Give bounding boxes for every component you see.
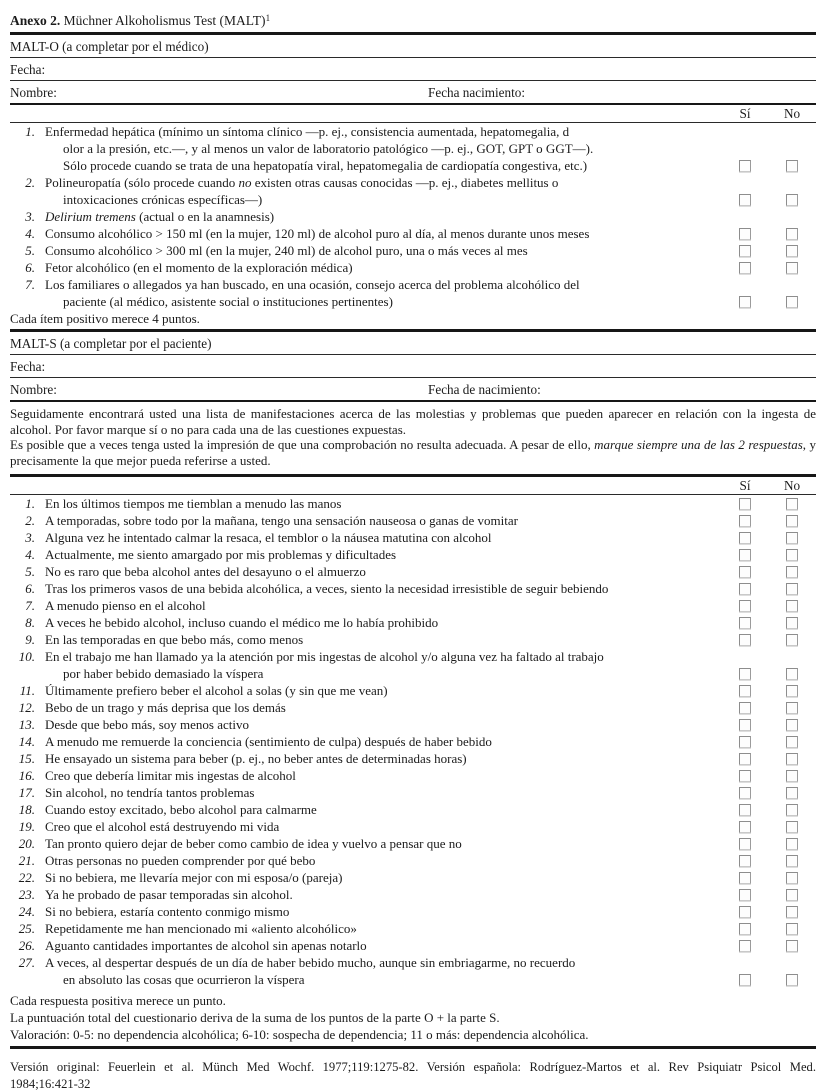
si-column-header: Sí bbox=[739, 106, 751, 121]
checkbox-si[interactable] bbox=[739, 804, 751, 816]
questionnaire-item bbox=[10, 597, 816, 614]
checkbox-no[interactable] bbox=[786, 872, 798, 884]
checkbox-si[interactable] bbox=[739, 228, 751, 240]
checkbox-si[interactable] bbox=[739, 821, 751, 833]
fecha-de-nacimiento-field[interactable] bbox=[565, 380, 816, 398]
checkbox-no[interactable] bbox=[786, 583, 798, 595]
questionnaire-item bbox=[10, 750, 816, 767]
item-number: 3. bbox=[25, 209, 35, 224]
item-text: Polineuropatía (sólo procede cuando no existen otras causas conocidas —p. ej., diabetes mellitus o intoxicaciones crónicas específicas—) bbox=[45, 175, 559, 207]
item-text: A menudo me remuerde la conciencia (sentimiento de culpa) después de haber bebido bbox=[45, 733, 492, 749]
item-number: 4. bbox=[25, 226, 35, 241]
item-text: Creo que debería limitar mis ingestas de alcohol bbox=[45, 767, 296, 783]
item-text: Consumo alcohólico > 150 ml (en la mujer, 120 ml) de alcohol puro al día, al menos durante unos meses bbox=[45, 226, 590, 241]
title-annex-label: Anexo 2. bbox=[10, 13, 61, 28]
item-number: 12. bbox=[18, 699, 35, 715]
questionnaire-item bbox=[10, 495, 816, 512]
item-number: 2. bbox=[25, 175, 35, 190]
fecha-field[interactable] bbox=[65, 60, 816, 78]
checkbox-no[interactable] bbox=[786, 160, 798, 172]
item-number: 6. bbox=[25, 260, 35, 275]
item-text: Aguanto cantidades importantes de alcohol sin apenas notarlo bbox=[45, 937, 367, 953]
checkbox-no[interactable] bbox=[786, 617, 798, 629]
item-number: 5. bbox=[25, 563, 35, 579]
questionnaire-item bbox=[10, 614, 816, 631]
checkbox-si[interactable] bbox=[739, 872, 751, 884]
questionnaire-item bbox=[10, 784, 816, 801]
checkbox-si[interactable] bbox=[739, 974, 751, 986]
checkbox-si[interactable] bbox=[739, 634, 751, 646]
checkbox-no[interactable] bbox=[786, 532, 798, 544]
questionnaire-item bbox=[10, 208, 816, 225]
item-number: 14. bbox=[18, 733, 35, 749]
scoring-line: La puntuación total del cuestionario deriva de la suma de los puntos de la parte O + la parte S. bbox=[10, 1009, 500, 1025]
questionnaire-item bbox=[10, 886, 816, 903]
item-number: 24. bbox=[18, 903, 35, 919]
checkbox-no[interactable] bbox=[786, 821, 798, 833]
checkbox-no[interactable] bbox=[786, 194, 798, 206]
fecha-nacimiento-label: Fecha nacimiento: bbox=[428, 84, 526, 100]
item-text: Si no bebiera, me llevaría mejor con mi esposa/o (pareja) bbox=[45, 869, 343, 885]
checkbox-no[interactable] bbox=[786, 668, 798, 680]
item-number: 27. bbox=[18, 954, 35, 970]
item-number: 17. bbox=[18, 784, 35, 800]
item-number: 5. bbox=[25, 243, 35, 258]
checkbox-no[interactable] bbox=[786, 889, 798, 901]
checkbox-no[interactable] bbox=[786, 719, 798, 731]
checkbox-si[interactable] bbox=[739, 702, 751, 714]
questionnaire-item bbox=[10, 937, 816, 954]
checkbox-si[interactable] bbox=[739, 245, 751, 257]
item-text: Consumo alcohólico > 300 ml (en la mujer, 240 ml) de alcohol puro, una o más veces al mes bbox=[45, 243, 528, 258]
item-number: 7. bbox=[25, 597, 35, 613]
checkbox-no[interactable] bbox=[786, 940, 798, 952]
checkbox-no[interactable] bbox=[786, 549, 798, 561]
nombre-field[interactable] bbox=[78, 380, 423, 398]
questionnaire-item bbox=[10, 920, 816, 937]
item-number: 15. bbox=[18, 750, 35, 766]
section-header-malt-o bbox=[10, 35, 816, 57]
item-number: 11. bbox=[19, 682, 35, 698]
malt-s-fecha-row bbox=[10, 355, 816, 377]
questionnaire-item bbox=[10, 546, 816, 563]
malt-s-nombre-row bbox=[10, 378, 816, 400]
item-text: Creo que el alcohol está destruyendo mi vida bbox=[45, 818, 280, 834]
questionnaire-item bbox=[10, 259, 816, 276]
checkbox-no[interactable] bbox=[786, 228, 798, 240]
checkbox-no[interactable] bbox=[786, 262, 798, 274]
item-text: Alguna vez he intentado calmar la resaca, el temblor o la náusea matutina con alcohol bbox=[45, 529, 492, 545]
checkbox-no[interactable] bbox=[786, 515, 798, 527]
questionnaire-item bbox=[10, 580, 816, 597]
malt-o-answer-columns bbox=[10, 105, 816, 122]
malt-s-answer-columns bbox=[10, 477, 816, 494]
checkbox-no[interactable] bbox=[786, 685, 798, 697]
questionnaire-item bbox=[10, 225, 816, 242]
checkbox-si[interactable] bbox=[739, 515, 751, 527]
questionnaire-item bbox=[10, 852, 816, 869]
checkbox-no[interactable] bbox=[786, 566, 798, 578]
checkbox-si[interactable] bbox=[739, 770, 751, 782]
malt-s-header-label: MALT-S (a completar por el paciente) bbox=[10, 335, 212, 351]
questionnaire-item bbox=[10, 733, 816, 750]
scoring-line: Cada respuesta positiva merece un punto. bbox=[10, 992, 226, 1008]
si-column-header: Sí bbox=[739, 477, 751, 493]
item-number: 21. bbox=[18, 852, 35, 868]
questionnaire-item bbox=[10, 648, 816, 682]
item-number: 25. bbox=[18, 920, 35, 936]
no-column-header: No bbox=[783, 477, 801, 493]
questionnaire-item bbox=[10, 529, 816, 546]
checkbox-no[interactable] bbox=[786, 974, 798, 986]
checkbox-si[interactable] bbox=[739, 736, 751, 748]
fecha-de-nacimiento-label: Fecha de nacimiento: bbox=[428, 381, 541, 397]
item-number: 22. bbox=[18, 869, 35, 885]
item-text: Si no bebiera, estaría contento conmigo mismo bbox=[45, 903, 290, 919]
checkbox-no[interactable] bbox=[786, 787, 798, 799]
item-text: A temporadas, sobre todo por la mañana, tengo una sensación nauseosa o ganas de vomitar bbox=[45, 512, 518, 528]
item-text: A veces, al despertar después de un día de haber bebido mucho, aunque sin embriagarme, no recuerdo en absoluto las cosas que ocurrieron la víspera bbox=[45, 954, 576, 987]
item-number: 13. bbox=[18, 716, 35, 732]
questionnaire-item bbox=[10, 242, 816, 259]
item-text: Los familiares o allegados ya han buscado, en una ocasión, consejo acerca del problema alcohólico del paciente (al médico, asistente social o instituciones pertinentes) bbox=[45, 277, 580, 309]
checkbox-no[interactable] bbox=[786, 498, 798, 510]
item-text: Delirium tremens (actual o en la anamnesis) bbox=[45, 209, 275, 224]
section-header-malt-s bbox=[10, 332, 816, 354]
checkbox-si[interactable] bbox=[739, 617, 751, 629]
questionnaire-item bbox=[10, 818, 816, 835]
checkbox-no[interactable] bbox=[786, 906, 798, 918]
questionnaire-item bbox=[10, 835, 816, 852]
checkbox-si[interactable] bbox=[739, 838, 751, 850]
scoring-rules bbox=[10, 988, 816, 1047]
item-text: A veces he bebido alcohol, incluso cuando el médico me lo había prohibido bbox=[45, 614, 439, 630]
checkbox-si[interactable] bbox=[739, 498, 751, 510]
divider-thick bbox=[10, 1046, 816, 1049]
item-text: A menudo pienso en el alcohol bbox=[45, 597, 206, 613]
checkbox-si[interactable] bbox=[739, 600, 751, 612]
item-number: 19. bbox=[18, 818, 35, 834]
item-text: Ya he probado de pasar temporadas sin alcohol. bbox=[45, 886, 293, 902]
questionnaire-item bbox=[10, 512, 816, 529]
checkbox-si[interactable] bbox=[739, 262, 751, 274]
item-text: En el trabajo me han llamado ya la atención por mis ingestas de alcohol y/o alguna vez ha faltado al trabajo por haber bebido demasiado la víspera bbox=[45, 648, 604, 681]
item-text: Cuando estoy excitado, bebo alcohol para calmarme bbox=[45, 801, 317, 817]
questionnaire-item bbox=[10, 869, 816, 886]
item-text: Repetidamente me han mencionado mi «aliento alcohólico» bbox=[45, 920, 357, 936]
item-number: 3. bbox=[25, 529, 35, 545]
checkbox-si[interactable] bbox=[739, 923, 751, 935]
nombre-label: Nombre: bbox=[10, 381, 57, 397]
checkbox-no[interactable] bbox=[786, 804, 798, 816]
item-text: Tan pronto quiero dejar de beber como cambio de idea y vuelvo a pensar que no bbox=[45, 835, 462, 851]
malt-o-note: Cada ítem positivo merece 4 puntos. bbox=[10, 311, 200, 326]
checkbox-si[interactable] bbox=[739, 719, 751, 731]
item-number: 23. bbox=[18, 886, 35, 902]
checkbox-no[interactable] bbox=[786, 753, 798, 765]
item-number: 26. bbox=[18, 937, 35, 953]
checkbox-si[interactable] bbox=[739, 583, 751, 595]
checkbox-si[interactable] bbox=[739, 906, 751, 918]
item-text: Bebo de un trago y más deprisa que los demás bbox=[45, 699, 286, 715]
intro-paragraph-2: Es posible que a veces tenga usted la impresión de que una comprobación no resulta adecuada. A pesar de ello, marque siempre una de las 2 respuestas, y precisamente la que mejor pueda referirse a usted. bbox=[10, 437, 816, 468]
title-text: Müchner Alkoholismus Test (MALT) bbox=[60, 13, 266, 28]
title-footnote-marker: 1 bbox=[265, 13, 271, 23]
checkbox-si[interactable] bbox=[739, 753, 751, 765]
checkbox-si[interactable] bbox=[739, 668, 751, 680]
checkbox-si[interactable] bbox=[739, 532, 751, 544]
checkbox-no[interactable] bbox=[786, 923, 798, 935]
malt-s-items-list bbox=[10, 495, 816, 988]
nombre-field[interactable] bbox=[78, 83, 423, 101]
checkbox-no[interactable] bbox=[786, 296, 798, 308]
questionnaire-item bbox=[10, 903, 816, 920]
questionnaire-item bbox=[10, 563, 816, 580]
checkbox-si[interactable] bbox=[739, 787, 751, 799]
checkbox-si[interactable] bbox=[739, 889, 751, 901]
checkbox-no[interactable] bbox=[786, 736, 798, 748]
checkbox-si[interactable] bbox=[739, 160, 751, 172]
item-text: Actualmente, me siento amargado por mis problemas y dificultades bbox=[45, 546, 397, 562]
malt-o-header-label: MALT-O (a completar por el médico) bbox=[10, 38, 209, 54]
item-number: 1. bbox=[25, 495, 35, 511]
questionnaire-item bbox=[10, 954, 816, 988]
nombre-label: Nombre: bbox=[10, 84, 57, 100]
item-text: Tras los primeros vasos de una bebida alcohólica, a veces, siento la necesidad irresistible de seguir bebiendo bbox=[45, 580, 609, 596]
item-number: 4. bbox=[25, 546, 35, 562]
checkbox-si[interactable] bbox=[739, 296, 751, 308]
checkbox-si[interactable] bbox=[739, 549, 751, 561]
item-number: 10. bbox=[18, 648, 35, 664]
item-text: He ensayado un sistema para beber (p. ej., no beber antes de determinadas horas) bbox=[45, 750, 467, 766]
document-title bbox=[10, 12, 816, 32]
item-number: 20. bbox=[18, 835, 35, 851]
item-number: 2. bbox=[25, 512, 35, 528]
item-text: Sin alcohol, no tendría tantos problemas bbox=[45, 784, 255, 800]
item-text: Enfermedad hepática (mínimo un síntoma clínico —p. ej., consistencia aumentada, hepatomegalia, d olor a la presión, etc.—, y al menos un valor de laboratorio patológico —p. ej., GOT, GPT o GGT—). Sólo procede cuando se trata de una hepatopatía viral, hepatomegalia de cardiopatía congestiva, etc.) bbox=[45, 124, 594, 173]
malt-o-fecha-row bbox=[10, 58, 816, 80]
questionnaire-item bbox=[10, 801, 816, 818]
item-number: 9. bbox=[25, 631, 35, 647]
item-number: 7. bbox=[25, 277, 35, 292]
item-text: Fetor alcohólico (en el momento de la exploración médica) bbox=[45, 260, 353, 275]
intro-paragraph-1: Seguidamente encontrará usted una lista de manifestaciones acerca de las molestias y problemas que pueden aparecer en relación con la ingesta de alcohol. Por favor marque sí o no para cada una de las cuestiones expuestas. bbox=[10, 406, 816, 437]
no-column-header: No bbox=[783, 106, 801, 121]
checkbox-si[interactable] bbox=[739, 685, 751, 697]
source-footnote: Versión original: Feuerlein et al. Münch Med Wochf. 1977;119:1275-82. Versión española: Rodríguez-Martos et al. Rev Psiquiatr Psicol Med. 1984;16:421-32 bbox=[10, 1059, 816, 1092]
item-number: 1. bbox=[25, 124, 35, 139]
fecha-label: Fecha: bbox=[10, 358, 46, 374]
questionnaire-item bbox=[10, 716, 816, 733]
malt-s-instructions bbox=[10, 402, 816, 474]
item-number: 18. bbox=[18, 801, 35, 817]
item-text: En los últimos tiempos me tiemblan a menudo las manos bbox=[45, 495, 342, 511]
checkbox-no[interactable] bbox=[786, 855, 798, 867]
questionnaire-item bbox=[10, 631, 816, 648]
checkbox-no[interactable] bbox=[786, 770, 798, 782]
fecha-label: Fecha: bbox=[10, 61, 46, 77]
checkbox-si[interactable] bbox=[739, 566, 751, 578]
item-number: 6. bbox=[25, 580, 35, 596]
fecha-field[interactable] bbox=[65, 357, 816, 375]
questionnaire-item bbox=[10, 767, 816, 784]
checkbox-si[interactable] bbox=[739, 855, 751, 867]
checkbox-no[interactable] bbox=[786, 702, 798, 714]
questionnaire-item bbox=[10, 174, 816, 208]
item-number: 8. bbox=[25, 614, 35, 630]
item-text: No es raro que beba alcohol antes del desayuno o el almuerzo bbox=[45, 563, 366, 579]
checkbox-no[interactable] bbox=[786, 634, 798, 646]
questionnaire-item bbox=[10, 699, 816, 716]
item-text: Desde que bebo más, soy menos activo bbox=[45, 716, 249, 732]
checkbox-si[interactable] bbox=[739, 194, 751, 206]
checkbox-no[interactable] bbox=[786, 245, 798, 257]
questionnaire-item bbox=[10, 123, 816, 174]
fecha-nacimiento-field[interactable] bbox=[550, 83, 816, 101]
checkbox-si[interactable] bbox=[739, 940, 751, 952]
item-text: En las temporadas en que bebo más, como menos bbox=[45, 631, 304, 647]
scoring-line: Valoración: 0-5: no dependencia alcohólica; 6-10: sospecha de dependencia; 11 o más: dependencia alcohólica. bbox=[10, 1027, 589, 1043]
item-text: Últimamente prefiero beber el alcohol a solas (y sin que me vean) bbox=[45, 682, 388, 698]
malt-o-items-list bbox=[10, 123, 816, 310]
questionnaire-item bbox=[10, 276, 816, 310]
questionnaire-item bbox=[10, 682, 816, 699]
item-number: 16. bbox=[18, 767, 35, 783]
malt-o-nombre-row bbox=[10, 81, 816, 103]
checkbox-no[interactable] bbox=[786, 600, 798, 612]
checkbox-no[interactable] bbox=[786, 838, 798, 850]
item-text: Otras personas no pueden comprender por qué bebo bbox=[45, 852, 316, 868]
